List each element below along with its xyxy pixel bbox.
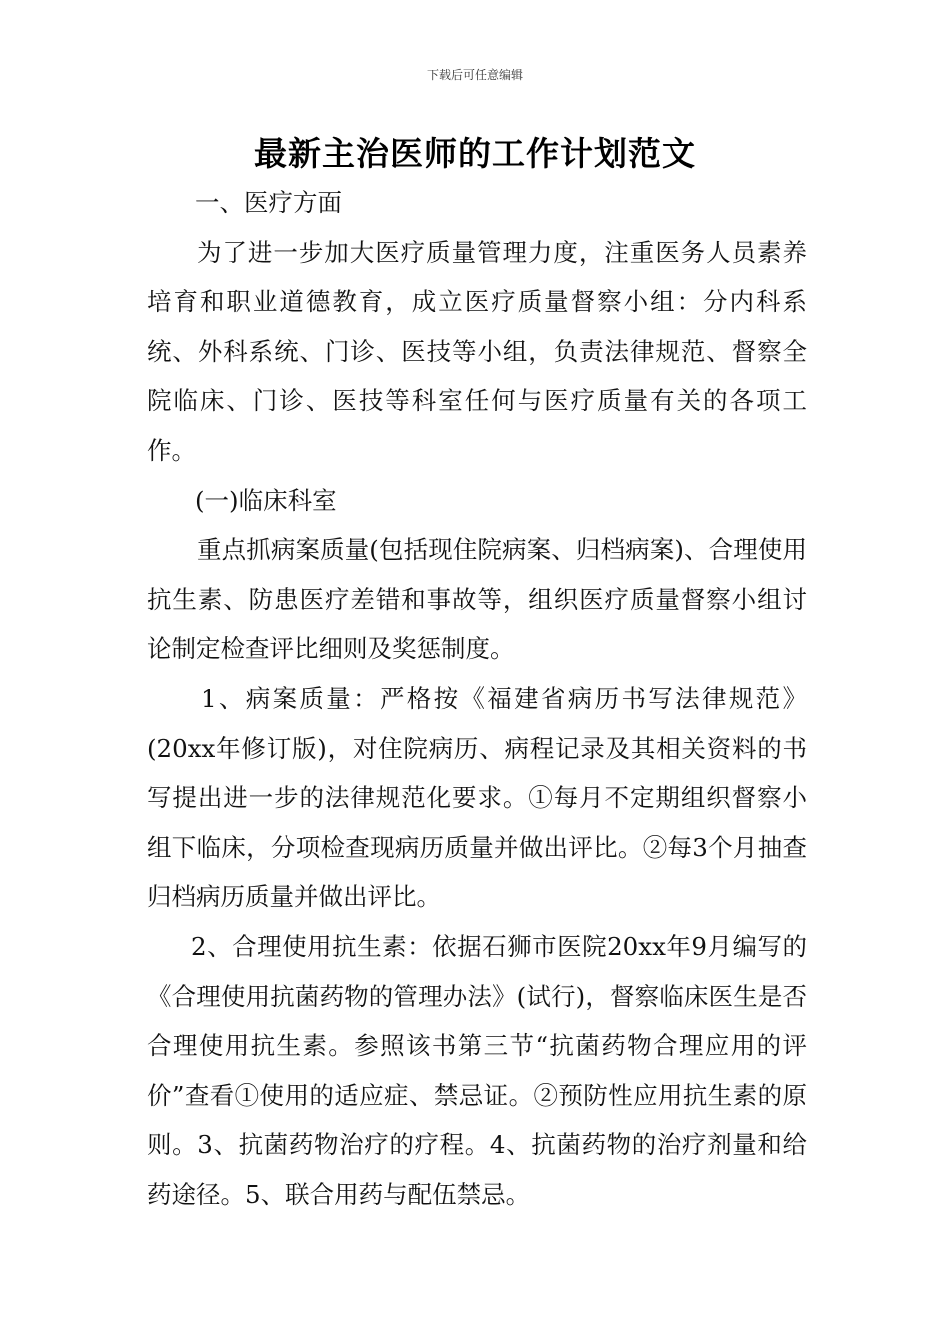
section-heading-medical: 一、医疗方面 (195, 188, 342, 217)
paragraph-intro: 为了进一步加大医疗质量管理力度，注重医务人员素养培育和职业道德教育，成立医疗质量督察小组：分内科系统、外科系统、门诊、医技等小组，负责法律规范、督察全院临床、门诊、医技等科室任何与医疗质量有关的各项工作。 (147, 237, 807, 465)
header-note: 下载后可任意编辑 (426, 68, 523, 82)
subsection-heading-clinical: (一)临床科室 (195, 485, 337, 515)
document-title: 最新主治医师的工作计划范文 (254, 134, 696, 173)
document-body (147, 178, 807, 1219)
paragraph-case-quality: 1、病案质量：严格按《福建省病历书写法律规范》(20xx年修订版)，对住院病历、病程记录及其相关资料的书写提出进一步的法律规范化要求。①每月不定期组织督察小组下临床，分项检查现病历质量并做出评比。②每3个月抽查归档病历质量并做出评比。 (147, 683, 807, 912)
paragraph-antibiotics: 2、合理使用抗生素：依据石狮市医院20xx年9月编写的《合理使用抗菌药物的管理办法》(试行)，督察临床医生是否合理使用抗生素。参照该书第三节“抗菌药物合理应用的评价”查看①使用的适应症、禁忌证。②预防性应用抗生素的原则。3、抗菌药物治疗的疗程。4、抗菌药物的治疗剂量和给药途径。5、联合用药与配伍禁忌。 (147, 931, 807, 1209)
paragraph-clinical-focus: 重点抓病案质量(包括现住院病案、归档病案)、合理使用抗生素、防患医疗差错和事故等，组织医疗质量督察小组讨论制定检查评比细则及奖惩制度。 (147, 535, 807, 664)
